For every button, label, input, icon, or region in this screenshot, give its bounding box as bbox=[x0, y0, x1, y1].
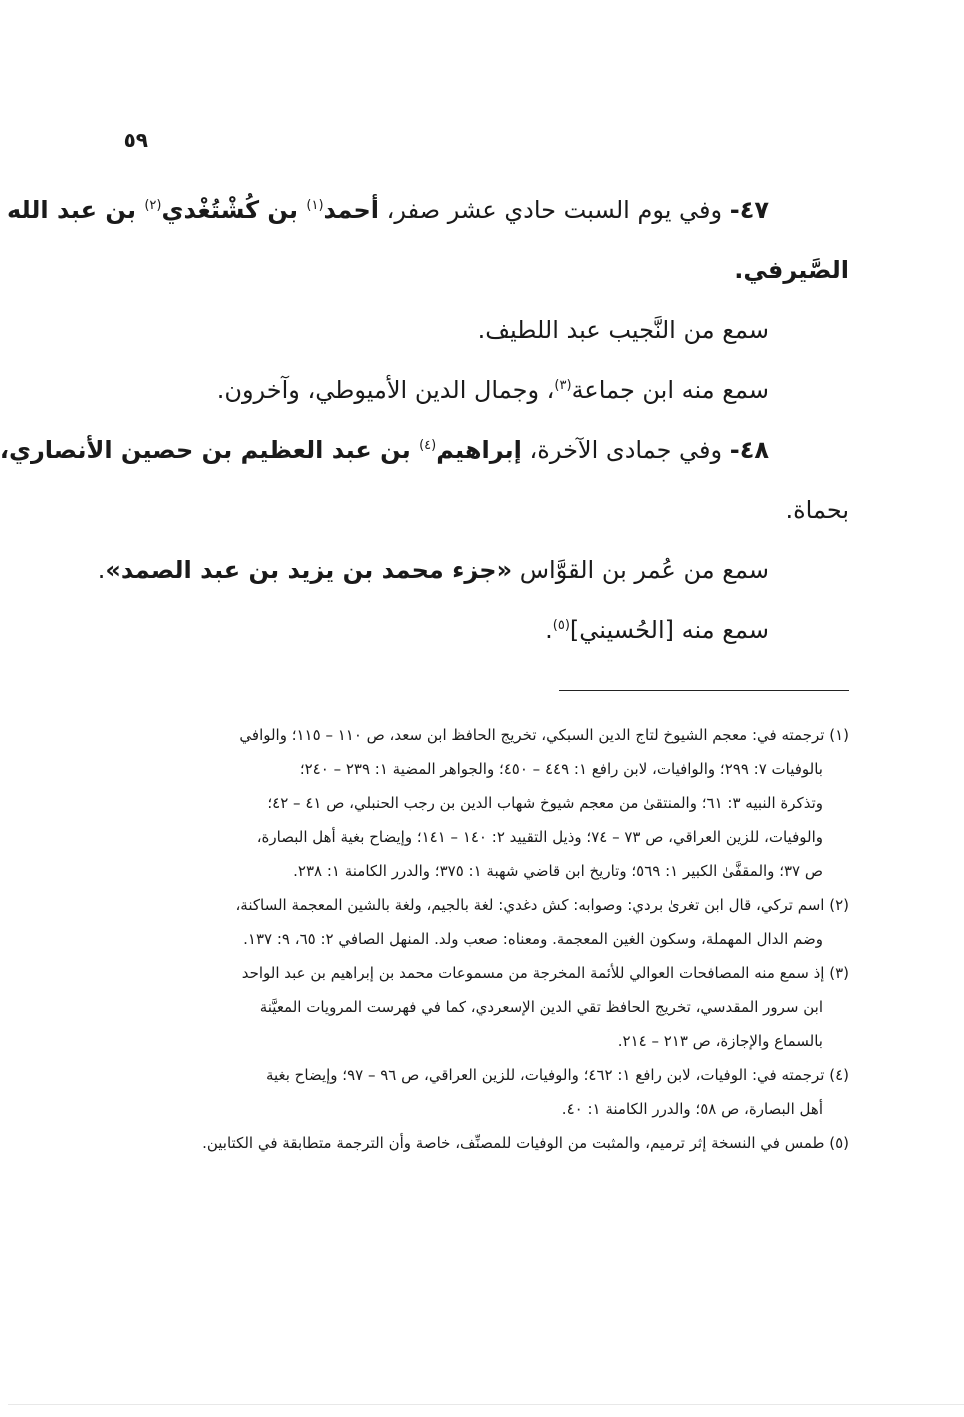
footnote-line: (٥) طمس في النسخة إثر ترميم، والمثبت من الوفيات للمصنِّف، خاصة وأن الترجمة متطابقة في الكتابين. bbox=[202, 1134, 849, 1152]
footnote-3 bbox=[119, 956, 849, 1058]
footnote-line: ص ٣٧؛ والمقفَّىٰ الكبير ١: ٥٦٩؛ وتاريخ ابن قاضي شهبة ١: ٣٧٥؛ والدرر الكامنة ١: ٢٣٨. bbox=[293, 862, 823, 880]
footnote-line: (٤) ترجمته في: الوفيات، لابن رافع ١: ٤٦٢؛ والوفيات، للزين العراقي، ص ٩٦ – ٩٧؛ وإيضاح بغية bbox=[265, 1066, 849, 1084]
footnote-4 bbox=[119, 1058, 849, 1126]
footnote-line: بالوفيات ٧: ٢٩٩؛ والوافيات، لابن رافع ١: ٤٤٩ – ٤٥٠؛ والجواهر المضية ١: ٢٣٩ – ٢٤٠؛ bbox=[299, 760, 823, 778]
footnote-divider bbox=[559, 690, 849, 691]
entry-48-heading bbox=[0, 420, 849, 480]
person-name: أحمد bbox=[323, 196, 380, 224]
footnote-line: وتذكرة النبيه ٣: ٦١؛ والمنتقىٰ من معجم شيوخ شهاب الدين بن رجب الحنبلي، ص ٤١ – ٤٢؛ bbox=[267, 794, 823, 812]
footnote-ref[interactable]: (٥) bbox=[552, 618, 570, 633]
entry-47-heading bbox=[7, 180, 849, 240]
entry-47-heard-from: سمع من النَّجيب عبد اللطيف. bbox=[477, 316, 769, 344]
heard-from-text: . bbox=[97, 556, 106, 584]
footnote-5 bbox=[119, 1126, 849, 1160]
footnote-ref[interactable]: (٤) bbox=[419, 438, 437, 453]
footnote-ref[interactable]: (١) bbox=[306, 198, 324, 213]
heard-by-text: . bbox=[545, 616, 553, 644]
entry-number: ٤٧- bbox=[729, 196, 769, 224]
person-name-part: بن كُشْتُغْدي bbox=[161, 196, 307, 224]
footnote-line: أهل البصارة، ص ٥٨؛ والدرر الكامنة ١: ٤٠. bbox=[561, 1100, 823, 1118]
entry-48-heard-by bbox=[129, 600, 849, 660]
footnote-1 bbox=[119, 718, 849, 888]
entry-47-heading-cont: الصَّيرفي. bbox=[734, 256, 849, 284]
heard-from-text: سمع من عُمر بن القوَّاس bbox=[512, 556, 769, 584]
footnote-line: وضم الدال المهملة، وسكون الغين المعجمة. ومعناه: صعب ولد. المنهل الصافي ٢: ٦٥، ٩: ١٣٧. bbox=[243, 930, 823, 948]
entry-47-heard-by bbox=[129, 360, 849, 420]
person-name: إبراهيم bbox=[436, 436, 522, 464]
footnote-line: (١) ترجمته في: معجم الشيوخ لتاج الدين السبكي، تخريج الحافظ ابن سعد، ص ١١٠ – ١١٥؛ والوافي bbox=[239, 726, 849, 744]
entry-date: وفي جمادى الآخرة، bbox=[521, 436, 730, 464]
footnote-2 bbox=[119, 888, 849, 956]
footnote-line: بالسماع والإجازة، ص ٢١٣ – ٢١٤. bbox=[617, 1032, 823, 1050]
person-name-part: بن عبد الله bbox=[7, 196, 145, 224]
footnote-line: (٢) اسم تركي، قال ابن تغرىٰ بردي: وصوابه: كش دغدي: لغة بالجيم، ولغة بالشين المعجمة الساكنة، bbox=[235, 896, 849, 914]
footnotes bbox=[119, 718, 849, 1160]
footnote-line: ابن سرور المقدسي، تخريج الحافظ تقي الدين الإسعردي، كما في فهرست المرويات المعيَّنة bbox=[259, 998, 823, 1016]
page-number: ٥٩ bbox=[123, 128, 148, 152]
scan-bottom-edge bbox=[8, 1404, 964, 1405]
entry-number: ٤٨- bbox=[729, 436, 769, 464]
heard-by-text: سمع منه ابن جماعة bbox=[571, 376, 769, 404]
footnote-ref[interactable]: (٢) bbox=[144, 198, 162, 213]
footnote-line: والوفيات، للزين العراقي، ص ٧٣ – ٧٤؛ وذيل التقييد ٢: ١٤٠ – ١٤١؛ وإيضاح بغية أهل البصارة، bbox=[256, 828, 823, 846]
entry-48-heard-from bbox=[97, 540, 849, 600]
entry-48-heading-cont: بحماة. bbox=[785, 496, 849, 524]
heard-by-text: ، وجمال الدين الأميوطي، وآخرون. bbox=[216, 376, 555, 404]
footnote-line: (٣) إذ سمع منه المصافحات العوالي للأئمة المخرجة من مسموعات محمد بن إبراهيم بن عبد الواحد bbox=[241, 964, 849, 982]
entry-date: وفي يوم السبت حادي عشر صفر، bbox=[379, 196, 730, 224]
person-name-part: بن عبد العظيم بن حصين الأنصاري، bbox=[0, 436, 420, 464]
footnote-ref[interactable]: (٣) bbox=[554, 378, 572, 393]
heard-by-text: سمع منه [الحُسيني] bbox=[569, 616, 769, 644]
book-title: «جزء محمد بن يزيد بن عبد الصمد» bbox=[105, 556, 513, 584]
main-text bbox=[0, 180, 849, 660]
